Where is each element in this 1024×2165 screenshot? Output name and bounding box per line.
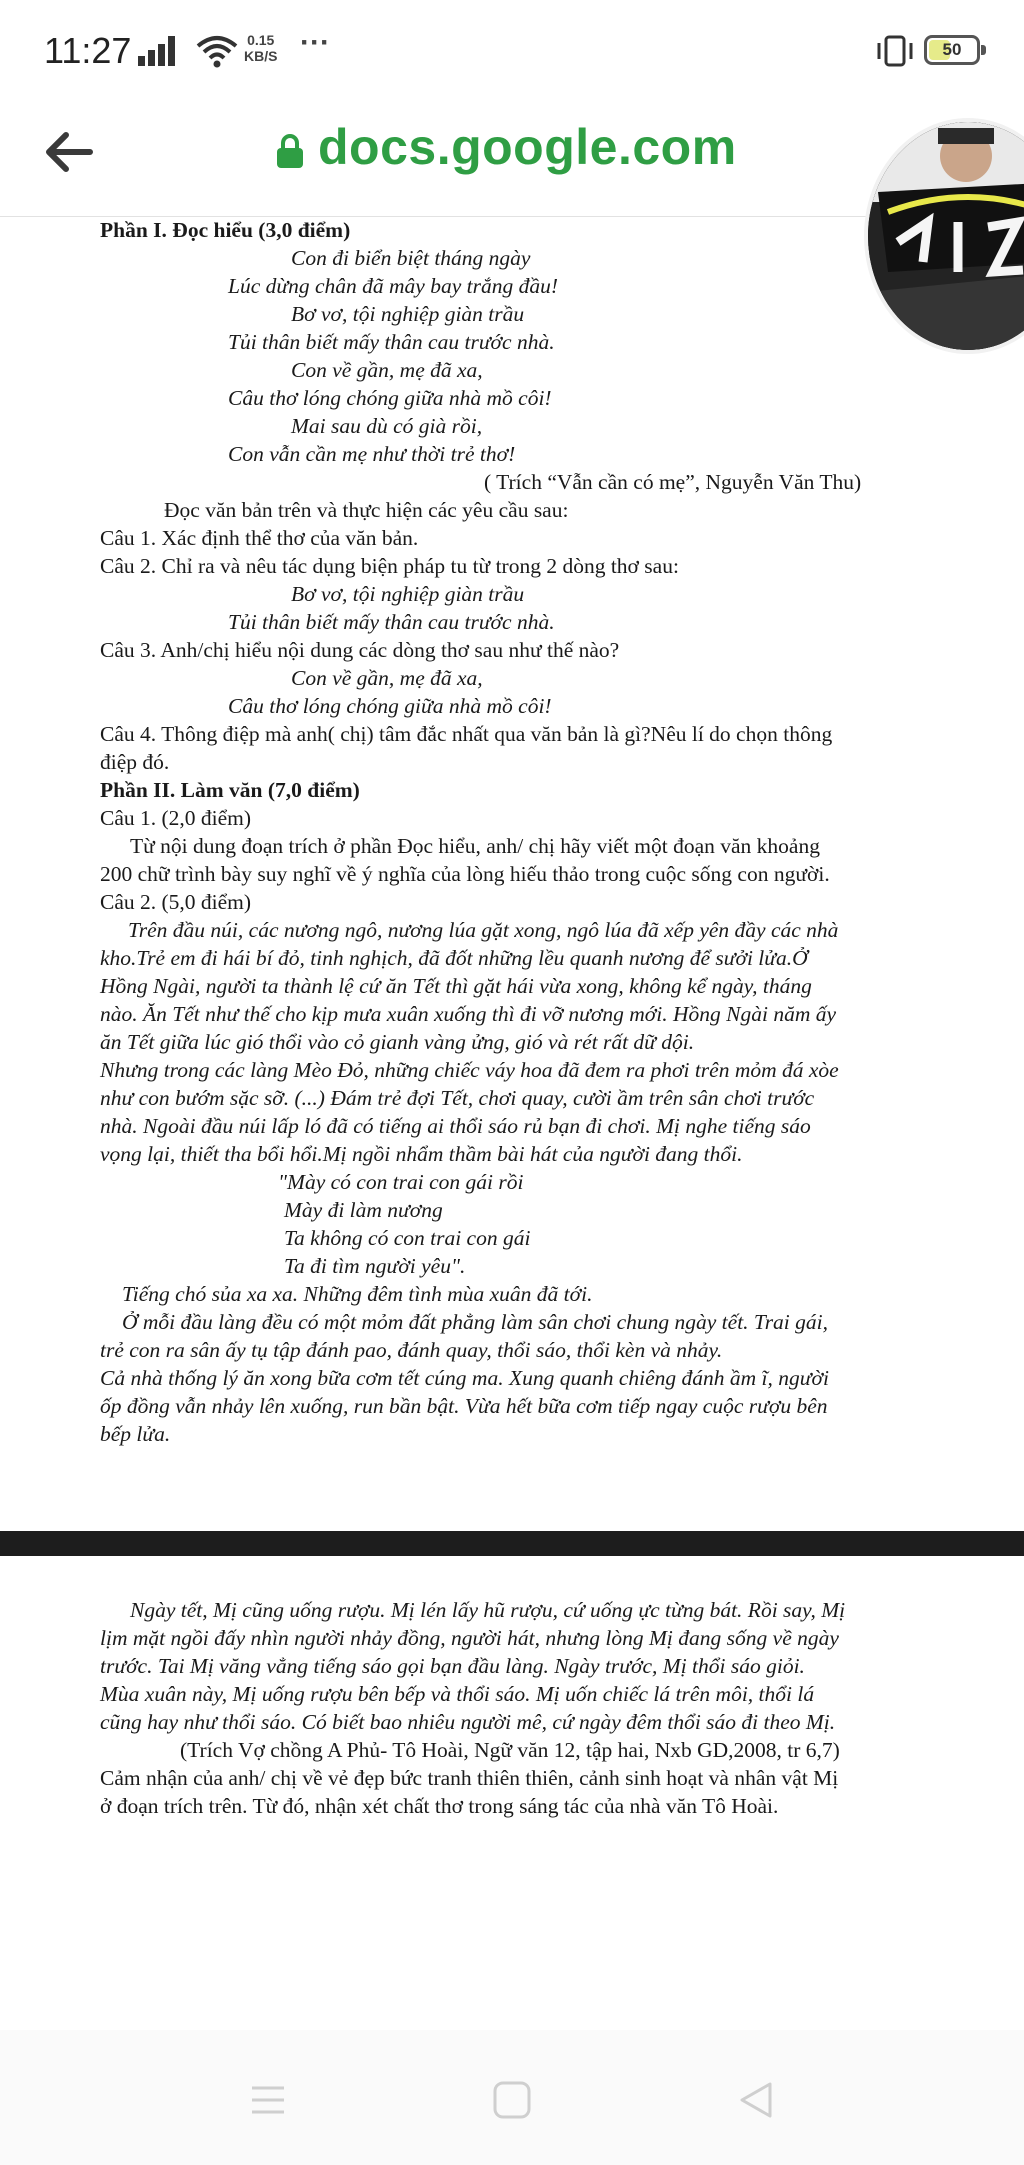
essay-2-task-cont: ở đoạn trích trên. Từ đó, nhận xét chất thơ trong sáng tác của nhà văn Tô Hoài. — [100, 1794, 779, 1818]
question-2: Câu 2. Chỉ ra và nêu tác dụng biện pháp tu từ trong 2 dòng thơ sau: — [100, 554, 679, 578]
network-rate-unit: KB/S — [244, 48, 278, 64]
excerpt-line: trẻ con ra sân ấy tụ tập đánh pao, đánh quay, thổi sáo, thổi kèn và nhảy. — [100, 1338, 723, 1362]
back-icon[interactable] — [736, 2080, 776, 2120]
excerpt-line: Trên đầu núi, các nương ngô, nương lúa gặt xong, ngô lúa đã xếp yên đầy các nhà — [128, 918, 839, 942]
question-4: Câu 4. Thông điệp mà anh( chị) tâm đắc nhất qua văn bản là gì?Nêu lí do chọn thông — [100, 722, 833, 746]
part1-heading: Phần I. Đọc hiểu (3,0 điểm) — [100, 218, 351, 242]
excerpt-line: Nhưng trong các làng Mèo Đỏ, những chiếc váy hoa đã đem ra phơi trên mỏm đá xòe — [100, 1058, 839, 1082]
excerpt-line: ăn Tết giữa lúc gió thổi vào cỏ gianh vàng ửng, gió và rét rất dữ dội. — [100, 1030, 695, 1054]
instruction: Đọc văn bản trên và thực hiện các yêu cầu sau: — [164, 498, 569, 522]
poem-source: ( Trích “Vẫn cần có mẹ”, Nguyễn Văn Thu) — [484, 470, 862, 494]
battery-icon — [924, 35, 980, 65]
poem-line: Mai sau dù có già rồi, — [291, 414, 483, 438]
network-rate-value: 0.15 — [247, 32, 275, 48]
poem-line: Con đi biển biệt tháng ngày — [291, 246, 531, 270]
question-3-line: Con về gần, mẹ đã xa, — [291, 666, 483, 690]
question-3-line: Câu thơ lóng chóng giữa nhà mồ côi! — [228, 694, 552, 718]
song-line: Mày đi làm nương — [284, 1198, 443, 1222]
poem-line: Câu thơ lóng chóng giữa nhà mồ côi! — [228, 386, 552, 410]
more-notifications: ··· — [300, 26, 330, 59]
excerpt-line: vọng lại, thiết tha bổi hổi.Mị ngồi nhẩm thầm bài hát của người đang thổi. — [100, 1142, 743, 1166]
clock: 11:27 — [44, 30, 132, 71]
signal-icon — [138, 36, 182, 66]
excerpt-line: lịm mặt ngồi đấy nhìn người nhảy đồng, người hát, nhưng lòng Mị đang sống về ngày — [100, 1626, 839, 1650]
excerpt-line: trước. Tai Mị văng vẳng tiếng sáo gọi bạn đầu làng. Ngày trước, Mị thổi sáo giỏi. — [100, 1654, 805, 1678]
question-2-line: Bơ vơ, tội nghiệp giàn trầu — [291, 582, 525, 606]
excerpt-line: Ngày tết, Mị cũng uống rượu. Mị lén lấy hũ rượu, cứ uống ực từng bát. Rồi say, Mị — [130, 1598, 846, 1622]
vibrate-icon — [874, 34, 916, 68]
essay-1-title: Câu 1. (2,0 điểm) — [100, 806, 252, 830]
lock-icon — [275, 132, 305, 170]
home-icon[interactable] — [491, 2080, 533, 2120]
document-page-2 — [0, 1556, 1024, 2016]
part2-heading: Phần II. Làm văn (7,0 điểm) — [100, 778, 360, 802]
poem-line: Lúc dừng chân đã mây bay trắng đầu! — [228, 274, 559, 298]
excerpt-line: Tiếng chó sủa xa xa. Những đêm tình mùa xuân đã tới. — [122, 1282, 593, 1306]
question-4-cont: điệp đó. — [100, 750, 170, 774]
question-2-line: Tủi thân biết mấy thân cau trước nhà. — [228, 610, 555, 634]
battery-percent: 50 — [942, 40, 962, 59]
essay-2-task: Cảm nhận của anh/ chị về vẻ đẹp bức tranh thiên thiên, cảnh sinh hoạt và nhân vật Mị — [100, 1766, 839, 1790]
status-bar — [0, 0, 1024, 100]
essay-1-prompt: Từ nội dung đoạn trích ở phần Đọc hiểu, anh/ chị hãy viết một đoạn văn khoảng — [130, 834, 820, 858]
menu-icon[interactable] — [248, 2080, 288, 2120]
excerpt-line: Ở mỗi đầu làng đều có một mỏm đất phẳng làm sân chơi chung ngày tết. Trai gái, — [122, 1310, 829, 1334]
wifi-icon — [196, 34, 238, 68]
excerpt-line: cũng hay như thổi sáo. Có biết bao nhiêu người mê, cứ ngày đêm thổi sáo đi theo Mị. — [100, 1710, 836, 1734]
excerpt-line: Mùa xuân này, Mị uống rượu bên bếp và thổi sáo. Mị uốn chiếc lá trên môi, thổi lá — [100, 1682, 815, 1706]
excerpt-line: như con bướm sặc sỡ. (...) Đám trẻ đợi Tết, chơi quay, cười ầm trên sân chơi trước — [100, 1086, 815, 1110]
poem-line: Bơ vơ, tội nghiệp giàn trầu — [291, 302, 525, 326]
essay-1-prompt-cont: 200 chữ trình bày suy nghĩ về ý nghĩa của lòng hiếu thảo trong cuộc sống con người. — [100, 862, 830, 886]
excerpt-line: ốp đồng vẫn nhảy lên xuống, run bần bật. Vừa hết bữa cơm tiếp ngay cuộc rượu bên — [100, 1394, 828, 1418]
poem-line: Con vẫn cần mẹ như thời trẻ thơ! — [228, 442, 516, 466]
excerpt-line: nhà. Ngoài đầu núi lấp ló đã có tiếng ai thổi sáo rủ bạn đi chơi. Mị nghe tiếng sáo — [100, 1114, 811, 1138]
back-arrow-icon[interactable] — [40, 124, 96, 180]
song-line: "Mày có con trai con gái rồi — [278, 1170, 524, 1194]
url-domain[interactable]: docs.google.com — [318, 119, 737, 175]
song-line: Ta đi tìm người yêu". — [284, 1254, 466, 1278]
document-page-1 — [0, 216, 1024, 1531]
page-break — [0, 1531, 1024, 1556]
question-3: Câu 3. Anh/chị hiểu nội dung các dòng thơ sau như thế nào? — [100, 638, 620, 662]
essay-2-title: Câu 2. (5,0 điểm) — [100, 890, 252, 914]
poem-line: Con về gần, mẹ đã xa, — [291, 358, 483, 382]
network-rate — [244, 32, 277, 64]
excerpt-source: (Trích Vợ chồng A Phủ- Tô Hoài, Ngữ văn 12, tập hai, Nxb GD,2008, tr 6,7) — [180, 1738, 840, 1762]
excerpt-line: kho.Trẻ em đi hái bí đỏ, tinh nghịch, đã đốt những lều quanh nương để sưởi lửa.Ở — [100, 946, 808, 970]
question-1: Câu 1. Xác định thể thơ của văn bản. — [100, 526, 419, 550]
excerpt-line: Cả nhà thống lý ăn xong bữa cơm tết cúng ma. Xung quanh chiêng đánh ầm ĩ, người — [100, 1366, 829, 1390]
excerpt-line: bếp lửa. — [100, 1422, 171, 1446]
excerpt-line: nào. Ăn Tết như thế cho kịp mưa xuân xuống thì đi vỡ nương mới. Hồng Ngài năm ấy — [100, 1002, 837, 1026]
excerpt-line: Hồng Ngài, người ta thành lệ cứ ăn Tết thì gặt hái vừa xong, không kể ngày, tháng — [100, 974, 812, 998]
song-line: Ta không có con trai con gái — [284, 1226, 531, 1250]
poem-line: Tủi thân biết mấy thân cau trước nhà. — [228, 330, 555, 354]
